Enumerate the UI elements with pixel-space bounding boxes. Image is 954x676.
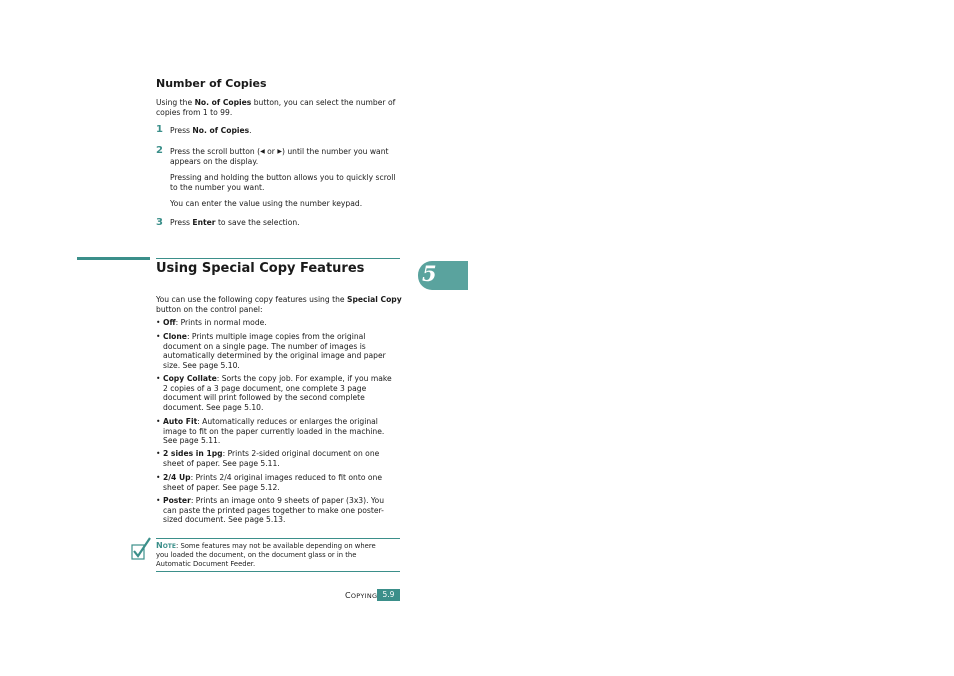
feature-line: can paste the printed pages together to make one poster- bbox=[163, 505, 384, 515]
step-number-2: 2 bbox=[156, 145, 163, 156]
feature-line: 2 copies of a 3 page document, one complete 3 page bbox=[163, 383, 367, 393]
page-number: 5.9 bbox=[377, 589, 400, 601]
feature-line: sheet of paper. See page 5.12. bbox=[163, 482, 280, 492]
step-3-suffix: to save the selection. bbox=[215, 218, 300, 227]
section-rule-top bbox=[156, 258, 400, 259]
step-number-1: 1 bbox=[156, 124, 163, 135]
bullet-mark: • bbox=[156, 318, 161, 327]
chapter-tab bbox=[418, 261, 468, 290]
step-number-3: 3 bbox=[156, 217, 163, 228]
step-1-prefix: Press bbox=[170, 126, 193, 135]
bullet-mark: • bbox=[156, 417, 161, 426]
step-1-suffix: . bbox=[249, 126, 252, 135]
note-line-2: you loaded the document, on the document glass or in the bbox=[156, 551, 357, 559]
list-item bbox=[156, 417, 400, 446]
feature-line: sheet of paper. See page 5.11. bbox=[163, 458, 280, 468]
section-rule-left bbox=[77, 257, 150, 260]
step-2-prefix: Press the scroll button ( bbox=[170, 147, 261, 156]
right-triangle-icon: ▶ bbox=[277, 148, 282, 155]
note-line-3: Automatic Document Feeder. bbox=[156, 560, 256, 568]
bullet-mark: • bbox=[156, 473, 161, 482]
note-label-rest: OTE bbox=[162, 543, 176, 550]
feature-name: Poster bbox=[163, 496, 191, 505]
list-item bbox=[156, 332, 400, 370]
note-label: N bbox=[156, 541, 163, 550]
feature-name: 2/4 Up bbox=[163, 473, 191, 482]
bullet-mark: • bbox=[156, 449, 161, 458]
section-heading-copies: Number of Copies bbox=[156, 77, 267, 90]
step-1-bold: No. of Copies bbox=[192, 126, 250, 135]
copies-intro-bold: No. of Copies bbox=[194, 98, 252, 107]
list-item bbox=[156, 318, 400, 328]
note-line-1: : Some features may not be available depending on where bbox=[176, 542, 376, 550]
feature-name: Auto Fit bbox=[163, 417, 198, 426]
note-rule-bottom bbox=[156, 571, 400, 572]
footer-section-rest: OPYING bbox=[350, 592, 378, 600]
special-intro-bold: Special Copy bbox=[346, 295, 402, 304]
list-item bbox=[156, 374, 400, 412]
feature-name: Clone bbox=[163, 332, 187, 341]
checkmark-note-icon bbox=[130, 536, 152, 562]
step-2-paragraph-3: You can enter the value using the number keypad. bbox=[170, 199, 363, 208]
feature-line: document will print followed by the second complete bbox=[163, 393, 365, 402]
feature-text: : Prints in normal mode. bbox=[175, 318, 267, 327]
feature-text: : Prints multiple image copies from the original bbox=[186, 332, 366, 341]
feature-text: : Prints 2/4 original images reduced to fit onto one bbox=[190, 473, 383, 482]
copies-intro-text: Using the bbox=[156, 98, 195, 107]
step-3-text bbox=[170, 218, 402, 228]
list-item bbox=[156, 496, 400, 525]
feature-line: document on a single page. The number of images is bbox=[163, 341, 366, 351]
feature-line: document. See page 5.10. bbox=[163, 402, 264, 412]
feature-text: : Sorts the copy job. For example, if you make bbox=[216, 374, 392, 383]
step-3-bold: Enter bbox=[192, 218, 216, 227]
section-heading-special: Using Special Copy Features bbox=[156, 261, 365, 276]
feature-name: Off bbox=[163, 318, 176, 327]
copies-intro-text-3: copies from 1 to 99. bbox=[156, 108, 233, 117]
step-2-p2-line-2: to the number you want. bbox=[170, 183, 265, 192]
note-rule-top bbox=[156, 538, 400, 539]
feature-line: See page 5.11. bbox=[163, 436, 221, 445]
list-item bbox=[156, 449, 400, 468]
feature-line: sized document. See page 5.13. bbox=[163, 515, 286, 524]
note-text bbox=[156, 541, 400, 569]
feature-line: size. See page 5.10. bbox=[163, 360, 240, 370]
copies-intro-text-2: button, you can select the number of bbox=[251, 98, 396, 107]
step-1-text bbox=[170, 126, 402, 136]
feature-name: Copy Collate bbox=[163, 374, 217, 383]
bullet-mark: • bbox=[156, 332, 161, 341]
step-2-paragraph-2 bbox=[170, 173, 402, 193]
step-3-prefix: Press bbox=[170, 218, 193, 227]
footer-section-label bbox=[345, 591, 377, 600]
step-2-text bbox=[170, 147, 402, 167]
left-triangle-icon: ◀ bbox=[260, 148, 265, 155]
bullet-mark: • bbox=[156, 374, 161, 383]
step-2-suffix: ) until the number you want bbox=[281, 147, 389, 156]
step-2-or: or bbox=[264, 147, 278, 156]
special-intro-text: You can use the following copy features using the bbox=[156, 295, 347, 304]
feature-name: 2 sides in 1pg bbox=[163, 449, 223, 458]
list-item bbox=[156, 473, 400, 492]
special-intro-text-2: button on the control panel: bbox=[156, 305, 263, 314]
special-intro bbox=[156, 295, 406, 315]
feature-line: image to fit on the paper currently loaded in the machine. bbox=[163, 426, 385, 436]
step-2-line-2: appears on the display. bbox=[170, 157, 259, 166]
feature-text: : Prints an image onto 9 sheets of paper (3x3). You bbox=[190, 496, 385, 505]
feature-text: : Prints 2-sided original document on one bbox=[222, 449, 380, 458]
feature-line: automatically determined by the original image and paper bbox=[163, 351, 386, 360]
feature-text: : Automatically reduces or enlarges the original bbox=[197, 417, 378, 426]
footer-section-initial: C bbox=[345, 591, 351, 600]
step-2-p2-line-1: Pressing and holding the button allows you to quickly scroll bbox=[170, 173, 396, 182]
chapter-number: 5 bbox=[422, 261, 437, 286]
copies-intro bbox=[156, 98, 406, 118]
bullet-mark: • bbox=[156, 496, 161, 505]
